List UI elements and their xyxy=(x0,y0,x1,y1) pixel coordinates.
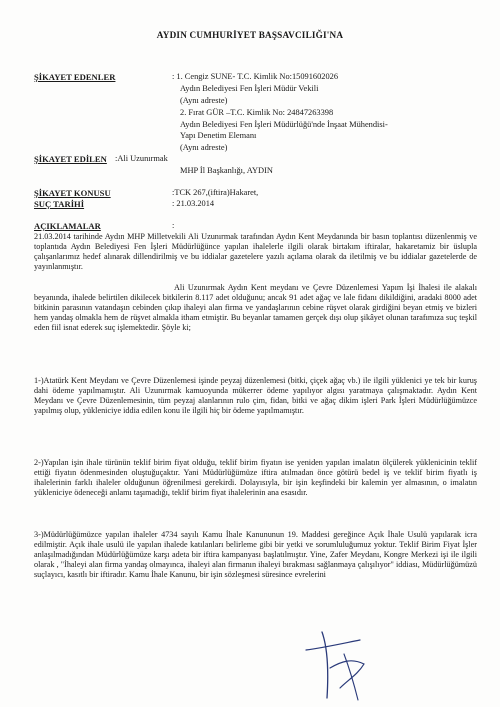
date-value: : 21.03.2014 xyxy=(172,199,215,208)
complainant-line: (Aynı adreste) xyxy=(180,143,228,152)
explanations-colon: : xyxy=(172,221,175,230)
respondent-label: ŞİKAYET EDİLEN xyxy=(34,154,107,164)
document-title: AYDIN CUMHURİYET BAŞSAVCILIĞI'NA xyxy=(156,30,344,40)
paragraph-point-2: 2-)Yapılan işin ihale türünün teklif birim fiyat olduğu, teklif birim fiyatın ise yeniden yapılan imalatın ölçülerek yüklenicinin teklif ettiği fiyatın ödenmesinden oluştuğuçaktır. Yani Müdürlüğümüze iftira atılmadan önce götürü bedel iş ve teklif birim fiyatlı iş ihalelerinin farklı ihaleler olduğunun öğrenilmesi gerekirdi. Dolayısıyla, bir işin keşfindeki bir kalemin yer almasının, o imalatın yükleniciye ödeneceği anlamı taşımadığı, teklif birim fiyat ihalelerinin ana esasıdır. xyxy=(34,458,477,498)
complainant-line: Aydın Belediyesi Fen İşleri Müdürlüğü'nde İnşaat Mühendisi- xyxy=(180,120,388,129)
complainant-line: : 1. Cengiz SUNE- T.C. Kimlik No:15091602026 xyxy=(172,72,339,81)
complainants-label: ŞİKAYET EDENLER xyxy=(34,72,116,82)
complainant-line: Aydın Belediyesi Fen İşleri Müdür Vekili xyxy=(180,84,319,93)
respondent-line: :Ali Uzunırmak xyxy=(115,154,168,163)
paragraph-claim: Ali Uzunırmak Aydın Kent meydanı ve Çevre Düzenlemesi Yapım İşi İhalesi ile alakalı beyanında, ihalede belirtilen dikilecek bitkilerin 8.117 adet olduğunu; ancak 91 adet ağaç ve lale fidanı dikildiğini, aradaki 8000 adet bitkinin parasının vatandaşın cebinden çıkıp ihaleyi alan firma ve yandaşlarının cebine rüşvet olarak girdiğini beyan etmiş ve bizleri hem yandaş olmakla hem de rüşvet almakla itham etmiştir. Bu beyanlar tamamen gerçek dışı olup şikâyet olunan tarafımıza suç teşkil eden fiil isnat ederek suç işlemektedir. Şöyle ki; xyxy=(34,283,477,333)
explanations-label: AÇIKLAMALAR xyxy=(34,221,101,231)
paragraph-point-1: 1-)Atatürk Kent Meydanı ve Çevre Düzenlemesi işinde peyzaj düzenlemesi (bitki, çiçek ağaç vb.) ile ilgili yüklenici ye tek bir kuruş dahi ödeme yapılmamıştır. Ali Uzunırmak kamuoyunda mükerrer ödeme yapılıyor algısı yaratmaya çalışmaktadır. Aydın Kent Meydanı ve Çevre Düzenlemesinin, tüm peyzaj alanlarının rulo çim, fidan, bitki ve ağaç dikim işleri Park İşleri Müdürlüğümüzce yapılmış olup, yükleniciye iddia edilen konu ile ilgili hiç bir ödeme yapılmamıştır. xyxy=(34,376,477,416)
complainant-line: 2. Fırat GÜR –T.C. Kimlik No: 24847263398 xyxy=(180,108,334,117)
respondent-line: MHP İl Başkanlığı, AYDIN xyxy=(180,166,273,175)
date-label: SUÇ TARİHİ xyxy=(34,199,85,209)
paragraph-point-3: 3-)Müdürlüğümüzce yapılan ihaleler 4734 sayılı Kamu İhale Kanununun 19. Maddesi gereğince Açık İhale Usulü yapılarak icra edilmiştir. Açık ihale usulü ile yapılan ihalede katılanları belirleme gibi bir yetki ve sorumluluğumuz yoktur. Teklif Birim Fiyat İşler anlaşılmadığından Müdürlüğümüze karşı adeta bir iftira kampanyası başlatılmıştır. Yine, Zafer Meydanı, Kongre Merkezi işi ile ilgili olarak , "İhaleyi alan firma yandaş olmayınca, ihaleyi alan firmanın ihaleyi bırakması sağlanmaya çalışılıyor" iddiası, Müdürlüğümüzü suçlayıcı, kasıtlı bir iftiradır. Kamu İhale Kanunu, bir işin sözleşmesi süresince evrelerini xyxy=(34,530,477,580)
paragraph-intro: 21.03.2014 tarihinde Aydın MHP Milletvekili Ali Uzunırmak tarafından Aydın Kent Meydanında bir basın toplantısı düzenlenmiş ve toplantıda Aydın Belediyesi Fen İşleri Müdürlüğünce yapılan ihalelerle ilgili olarak birtakım iftiralar, hakaretamiz bir üslupla çalışanlarımız hedef alınarak dillendirilmiş ve bu iddialar gazetelere yazılı açılama olarak da iletilmiş ve bu iddialar gazetelerde de yayınlanmıştır. xyxy=(34,232,477,272)
subject-label: ŞİKAYET KONUSU xyxy=(34,188,111,198)
complainant-line: (Aynı adreste) xyxy=(180,96,228,105)
complainant-line: Yapı Denetim Elemanı xyxy=(180,131,257,140)
subject-value: :TCK 267,(iftira)Hakaret, xyxy=(172,188,259,197)
handwritten-signature xyxy=(300,628,380,703)
